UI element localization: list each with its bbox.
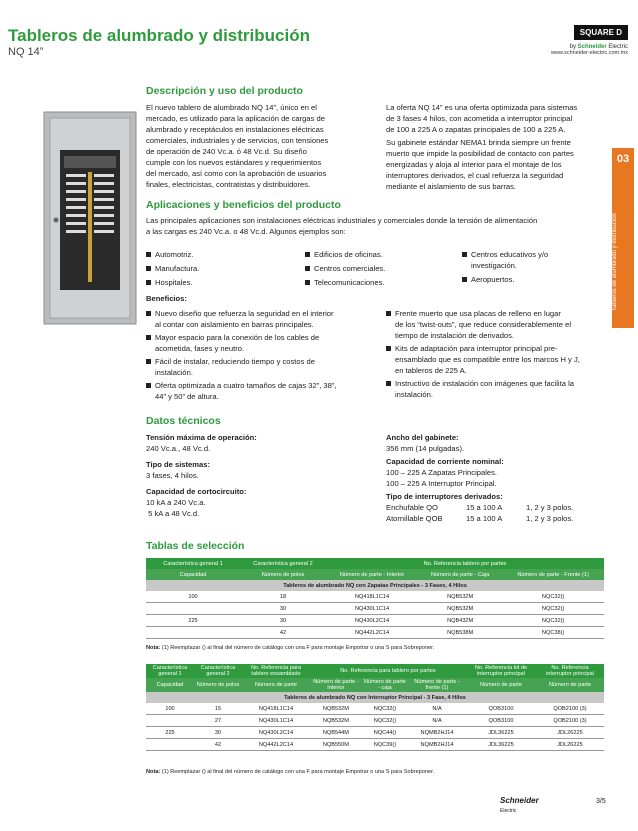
table-cell: QOB3100 bbox=[466, 703, 536, 715]
table-cell: 27 bbox=[194, 715, 242, 727]
table-header: Número de parte - caja bbox=[362, 678, 408, 692]
table-header: Número de parte bbox=[536, 678, 604, 692]
tablas-heading: Tablas de selección bbox=[146, 540, 245, 552]
cortocircuito-value: 10 kA a 240 Vc.a. bbox=[146, 498, 206, 507]
app-item: Hospitales. bbox=[146, 277, 296, 288]
interruptor-row bbox=[386, 513, 610, 524]
table-header: Característica general 2 bbox=[240, 558, 326, 569]
table-cell: 100 bbox=[146, 591, 240, 603]
selection-table-2 bbox=[146, 664, 604, 751]
note-label: Nota: bbox=[146, 645, 161, 651]
table-cell bbox=[146, 627, 240, 639]
datos-right bbox=[386, 432, 610, 524]
table-cell: NQC38() bbox=[502, 627, 604, 639]
apps-col-3 bbox=[462, 249, 607, 285]
table-cell: QOB2100 (3) bbox=[536, 703, 604, 715]
interruptor-row bbox=[386, 502, 610, 513]
interruptor-poles: 1, 2 y 3 polos. bbox=[526, 514, 574, 523]
descripcion-right bbox=[386, 102, 610, 192]
table-cell: NQC32() bbox=[502, 603, 604, 615]
page-number: 3/5 bbox=[596, 798, 606, 805]
table-cell: NQC44() bbox=[362, 727, 408, 739]
table-cell: NQ430L2C14 bbox=[242, 727, 310, 739]
benefit-cont: 44” y 50” de altura. bbox=[155, 392, 219, 401]
app-item: Edificios de oficinas. bbox=[305, 249, 455, 260]
table-section-row bbox=[146, 580, 604, 591]
table-row bbox=[146, 727, 604, 739]
ancho-value: 356 mm (14 pulgadas). bbox=[386, 444, 465, 453]
table-cell: 18 bbox=[240, 591, 326, 603]
benefit-cont: acometida, fases y neutro. bbox=[155, 344, 245, 353]
table-header: No. Referencia para tablero ensamblado bbox=[242, 664, 310, 678]
benefit-cont: en tableros de 225 A. bbox=[395, 366, 467, 375]
table-cell: QOB2100 (3) bbox=[536, 715, 604, 727]
table-cell: NQB550M bbox=[310, 739, 362, 751]
table-cell: JDL26225 bbox=[536, 727, 604, 739]
benefit-item: Instructivo de instalación con imágenes que facilita la bbox=[386, 378, 610, 389]
table-header: Número de parte - Frente (1) bbox=[502, 569, 604, 580]
panelboard-image bbox=[42, 110, 138, 326]
apps-col-2 bbox=[305, 249, 455, 288]
app-item: Centros comerciales. bbox=[305, 263, 455, 274]
intro-line: a las cargas es 240 Vc.a. o 48 Vc.d. Algunos ejemplos son: bbox=[146, 227, 346, 236]
beneficios-right bbox=[386, 308, 610, 400]
desc-line: El nuevo tablero de alumbrado NQ 14”, único en el bbox=[146, 103, 317, 112]
app-item: Centros educativos y/o bbox=[462, 249, 607, 260]
table-cell: 15 bbox=[194, 703, 242, 715]
table-cell: NQB532M bbox=[310, 715, 362, 727]
desc-line: del mercado, así como con la aprobación de usuarios bbox=[146, 169, 327, 178]
schneider-logo-sub: Electric bbox=[500, 808, 517, 814]
apps-col-1 bbox=[146, 249, 296, 288]
table-cell: 42 bbox=[240, 627, 326, 639]
desc-line: alumbrado y receptáculos en instalaciones eléctricas bbox=[146, 125, 324, 134]
table-cell: NQ418L1C14 bbox=[326, 591, 418, 603]
table-row bbox=[146, 715, 604, 727]
table-cell: NQC32() bbox=[502, 591, 604, 603]
table-cell: NQ442L2C14 bbox=[242, 739, 310, 751]
desc-line: mercado, es utilizado para la aplicación de cargas de bbox=[146, 114, 325, 123]
table-header-row bbox=[146, 558, 604, 569]
table-header: Característica general 1 bbox=[146, 664, 194, 678]
table-cell: NQB538M bbox=[418, 627, 502, 639]
desc-line: mediante el aislamiento de sus barras. bbox=[386, 182, 517, 191]
table-cell bbox=[146, 603, 240, 615]
table-header: Número de parte - Caja bbox=[418, 569, 502, 580]
interruptor-type: Enchufable QO bbox=[386, 503, 438, 512]
benefit-cont: instalación. bbox=[395, 390, 433, 399]
interruptor-poles: 1, 2 y 3 polos. bbox=[526, 503, 574, 512]
table-cell bbox=[146, 739, 194, 751]
table-header: No. Referencia interruptor principal bbox=[536, 664, 604, 678]
datos-left bbox=[146, 432, 376, 519]
table-cell: NQMB2HJ14 bbox=[408, 739, 466, 751]
table-cell: NQC32() bbox=[502, 615, 604, 627]
table-cell: JDL36225 bbox=[466, 727, 536, 739]
by-prefix: by bbox=[569, 44, 576, 50]
table-cell: 42 bbox=[194, 739, 242, 751]
table-header: Número de parte - frente (1) bbox=[408, 678, 466, 692]
benefit-item: Frente muerto que usa placas de relleno en lugar bbox=[386, 308, 610, 319]
table-cell: NQB532M bbox=[418, 591, 502, 603]
interruptor-type: Atornillable QOB bbox=[386, 514, 443, 523]
table-header-row bbox=[146, 569, 604, 580]
benefit-cont: de los “twist-outs”, que reduce considerablemente el bbox=[395, 320, 572, 329]
brand-block bbox=[528, 22, 628, 56]
app-item: Telecomunicaciones. bbox=[305, 277, 455, 288]
beneficios-left bbox=[146, 308, 376, 402]
table-cell: NQ430L2C14 bbox=[326, 615, 418, 627]
table-cell: NQB532M bbox=[418, 603, 502, 615]
selection-table-1 bbox=[146, 558, 604, 639]
table-section: Tableros de alumbrado NQ con Interruptor Principal - 3 Fase, 4 Hilos bbox=[146, 692, 604, 703]
app-item: Automotriz. bbox=[146, 249, 296, 260]
table-row bbox=[146, 603, 604, 615]
table-cell: QOB3100 bbox=[466, 715, 536, 727]
table-row bbox=[146, 627, 604, 639]
benefit-item: Nuevo diseño que refuerza la seguridad en el interior bbox=[146, 308, 376, 319]
benefit-cont: ensamblado que es compatible entre los marcos H y J, bbox=[395, 355, 580, 364]
table-row bbox=[146, 591, 604, 603]
table-cell bbox=[146, 715, 194, 727]
benefit-cont: al contar con aislamiento en barras principales. bbox=[155, 320, 314, 329]
table-header: No. Referencia para tablero por partes bbox=[310, 664, 466, 678]
desc-line: energizadas y aloja al interior para el montaje de los bbox=[386, 160, 562, 169]
table-section-row bbox=[146, 692, 604, 703]
table-cell: NQC32() bbox=[362, 703, 408, 715]
by-schneider-name: Schneider bbox=[577, 44, 607, 50]
table-cell: 225 bbox=[146, 727, 194, 739]
table-header: Capacidad bbox=[146, 569, 240, 580]
intro-line: Las principales aplicaciones son instalaciones eléctricas industriales y comerciales donde la tensión de alimentación bbox=[146, 216, 538, 225]
table-cell: 30 bbox=[240, 603, 326, 615]
benefit-cont: instalación. bbox=[155, 368, 193, 377]
desc-line: de 3 fases 4 hilos, con acometida a interruptor principal bbox=[386, 114, 573, 123]
table-cell: NQC39() bbox=[362, 739, 408, 751]
desc-line: Su gabinete estándar NEMA1 brinda siempre un frente bbox=[386, 138, 571, 147]
corriente-value: 100 – 225 A Zapatas Principales. bbox=[386, 468, 498, 477]
interruptor-range: 15 a 100 A bbox=[466, 503, 503, 512]
benefit-item: Mayor espacio para la conexión de los cables de bbox=[146, 332, 376, 343]
benefit-item: Kits de adaptación para interruptor principal pre- bbox=[386, 343, 610, 354]
datos-heading: Datos técnicos bbox=[146, 415, 221, 427]
table-cell: JDL36225 bbox=[466, 739, 536, 751]
schneider-logo bbox=[500, 796, 539, 814]
benefit-cont: tiempo de instalación de derivados. bbox=[395, 331, 515, 340]
table-header: No. Referencia tablero por partes bbox=[326, 558, 604, 569]
table-cell: NQ418L1C14 bbox=[242, 703, 310, 715]
table-cell: N/A bbox=[408, 715, 466, 727]
interruptores-label: Tipo de interruptores derivados: bbox=[386, 492, 503, 501]
benefit-item: Fácil de instalar, reduciendo tiempo y costos de bbox=[146, 356, 376, 367]
desc-line: cumple con los nuevos estándares y requerimientos bbox=[146, 158, 322, 167]
table-cell: NQ430L1C14 bbox=[326, 603, 418, 615]
square-d-logo: SQUARE D bbox=[574, 25, 628, 40]
chapter-label: Tableros de alumbrado y distribución bbox=[612, 213, 618, 312]
table-header: Número de parte bbox=[242, 678, 310, 692]
app-item-cont: investigación. bbox=[471, 261, 518, 270]
cortocircuito-label: Capacidad de cortocircuito: bbox=[146, 487, 247, 496]
corriente-value: 100 – 225 A Interruptor Principal. bbox=[386, 479, 497, 488]
desc-line: finales, electricistas, contratistas y distribuidores. bbox=[146, 180, 311, 189]
cortocircuito-value: 5 kA a 48 Vc.d. bbox=[146, 509, 200, 518]
table-header: Característica general 1 bbox=[146, 558, 240, 569]
table-header: Número de parte - Interior bbox=[326, 569, 418, 580]
desc-line: comerciales, industriales y de servicios, con tensiones bbox=[146, 136, 329, 145]
beneficios-label: Beneficios: bbox=[146, 294, 187, 303]
table-row bbox=[146, 615, 604, 627]
table-cell: NQ442L2C14 bbox=[326, 627, 418, 639]
sistemas-label: Tipo de sistemas: bbox=[146, 460, 211, 469]
app-item: Aeropuertos. bbox=[462, 274, 607, 285]
descripcion-heading: Descripción y uso del producto bbox=[146, 85, 303, 97]
table-1-note bbox=[146, 645, 434, 651]
table-cell: JDL26225 bbox=[536, 739, 604, 751]
aplicaciones-heading: Aplicaciones y beneficios del producto bbox=[146, 199, 341, 211]
page-subtitle: NQ 14” bbox=[8, 46, 44, 58]
table-header: Capacidad bbox=[146, 678, 194, 692]
interruptor-range: 15 a 100 A bbox=[466, 514, 503, 523]
chapter-number: 03 bbox=[616, 153, 630, 165]
table-cell: 30 bbox=[240, 615, 326, 627]
app-item: Manufactura. bbox=[146, 263, 296, 274]
desc-line: La oferta NQ 14” es una oferta optimizada para sistemas bbox=[386, 103, 578, 112]
table-cell: 30 bbox=[194, 727, 242, 739]
website: www.schneider-electric.com.mx bbox=[550, 50, 628, 56]
note-label: Nota: bbox=[146, 769, 161, 775]
desc-line: de 100 a 225 A o zapatas principales de 100 a 225 A. bbox=[386, 125, 566, 134]
desc-line: interruptores derivados, el cual refuerza la seguridad bbox=[386, 171, 564, 180]
table-header-row bbox=[146, 664, 604, 678]
table-header: Número de parte - interior bbox=[310, 678, 362, 692]
table-header: No. Referencia kit de interruptor principal bbox=[466, 664, 536, 678]
table-cell: NQB532M bbox=[310, 703, 362, 715]
aplicaciones-intro bbox=[146, 215, 610, 237]
note-text: (1) Reemplazar () al final del número de catálogo con una F para montaje Empotrar o una S para Sobreponer. bbox=[160, 769, 435, 775]
page-title: Tableros de alumbrado y distribución bbox=[8, 26, 310, 45]
sistemas-value: 3 fases, 4 hilos. bbox=[146, 471, 199, 480]
table-header: Característica general 2 bbox=[194, 664, 242, 678]
tension-label: Tensión máxima de operación: bbox=[146, 433, 257, 442]
table-cell: NQ430L1C14 bbox=[242, 715, 310, 727]
table-section: Tableros de alumbrado NQ con Zapatas Principales - 3 Fases, 4 Hilos bbox=[146, 580, 604, 591]
ancho-label: Ancho del gabinete: bbox=[386, 433, 459, 442]
table-cell: NQC32() bbox=[362, 715, 408, 727]
table-row bbox=[146, 739, 604, 751]
by-electric: Electric bbox=[608, 44, 628, 50]
table-header: Número de polos bbox=[240, 569, 326, 580]
table-header: Número de parte bbox=[466, 678, 536, 692]
table-cell: NQB432M bbox=[418, 615, 502, 627]
schneider-logo-text: Schneider bbox=[500, 796, 539, 805]
table-row bbox=[146, 703, 604, 715]
desc-line: muerto que impide la posibilidad de contacto con partes bbox=[386, 149, 574, 158]
tension-value: 240 Vc.a., 48 Vc.d. bbox=[146, 444, 211, 453]
table-2-note bbox=[146, 769, 434, 775]
table-cell: 100 bbox=[146, 703, 194, 715]
corriente-label: Capacidad de corriente nominal: bbox=[386, 457, 504, 466]
desc-line: de operación de 240 Vc.a. ó 48 Vc.d. Su diseño bbox=[146, 147, 307, 156]
benefit-item: Oferta optimizada a cuatro tamaños de cajas 32”, 38”, bbox=[146, 380, 376, 391]
table-cell: N/A bbox=[408, 703, 466, 715]
table-header: Número de polos bbox=[194, 678, 242, 692]
table-cell: NQB544M bbox=[310, 727, 362, 739]
table-header-row bbox=[146, 678, 604, 692]
table-cell: 225 bbox=[146, 615, 240, 627]
table-cell: NQMB2HJ14 bbox=[408, 727, 466, 739]
note-text: (1) Reemplazar () al final del número de catálogo con una F para montaje Empotrar o una S para Sobreponer. bbox=[160, 645, 435, 651]
descripcion-left bbox=[146, 102, 374, 190]
